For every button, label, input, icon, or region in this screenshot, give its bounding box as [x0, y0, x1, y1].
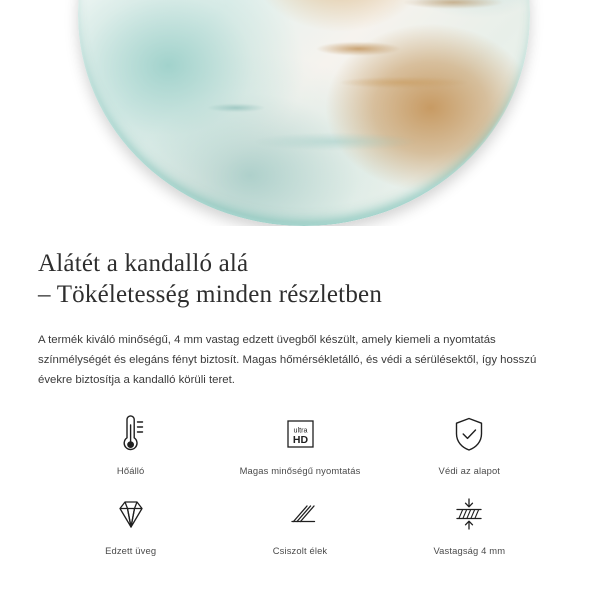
page-title: [38, 226, 562, 310]
thermometer-icon: [111, 412, 151, 456]
feature-label: Vastagság 4 mm: [433, 545, 506, 556]
hero-image: [0, 0, 600, 226]
ultra-hd-icon: [278, 412, 322, 456]
feature-item-print-quality: [215, 412, 384, 476]
feature-label: Csiszolt élek: [272, 545, 328, 556]
feature-item-polished-edges: [215, 492, 384, 556]
feature-item-thickness: [385, 492, 554, 556]
feature-label: Edzett üveg: [105, 545, 157, 556]
headline-line-1: Alátét a kandalló alá: [38, 250, 249, 277]
headline-line-2: – Tökéletesség minden részletben: [38, 281, 383, 308]
feature-grid: [38, 412, 562, 556]
feature-item-protects-surface: [385, 412, 554, 476]
ultra-badge-bottom: HD: [292, 434, 309, 446]
polished-edge-icon: [280, 492, 320, 536]
shield-check-icon: [449, 412, 489, 456]
thickness-arrows-icon: [447, 492, 491, 536]
feature-label: Hőálló: [116, 465, 145, 476]
feature-item-tempered-glass: [46, 492, 215, 556]
feature-item-heat-resistant: [46, 412, 215, 476]
round-glass-board-image: [78, 0, 530, 226]
ultra-badge-top: ultra: [293, 425, 308, 435]
diamond-icon: [109, 492, 153, 536]
feature-label: Magas minőségű nyomtatás: [239, 465, 361, 476]
description-paragraph: A termék kiváló minőségű, 4 mm vastag edzett üvegből készült, amely kiemeli a nyomtatás színmélységét és elegáns fényt biztosít. Magas hőmérsékletálló, és védi a sérülésektől, így hosszú évekre biztosítja a kandalló körüli teret.: [38, 334, 537, 386]
content-area: [0, 226, 600, 556]
feature-label: Védi az alapot: [438, 465, 501, 476]
